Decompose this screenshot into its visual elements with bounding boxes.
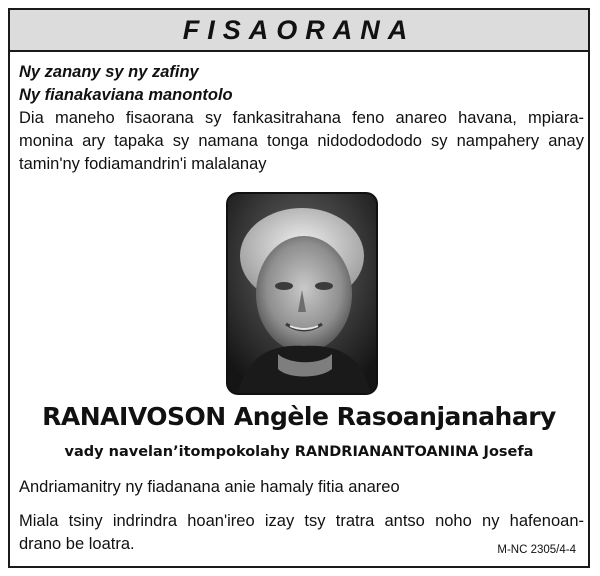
notice-frame <box>8 8 590 568</box>
apology-line-1: Miala tsiny indrindra hoan'ireo izay tsy tratra antso noho ny hafenoan- <box>19 512 584 530</box>
intro-line-family: Ny zanany sy ny zafiny <box>19 63 199 81</box>
thanks-line-1: Dia maneho fisaorana sy fankasitrahana feno anareo havana, mpiara- <box>19 109 584 127</box>
intro-line-relatives: Ny fianakaviana manontolo <box>19 86 233 104</box>
thanks-line-2: monina ary tapaka sy namana tonga nidododododo sy nampahery anay <box>19 132 584 150</box>
reference-code: M-NC 2305/4-4 <box>497 544 576 556</box>
notice-title: FISAORANA <box>182 15 416 45</box>
thanks-line-3: tamin'ny fodiamandrin'i malalanay <box>19 155 267 173</box>
portrait-photo <box>226 192 378 395</box>
spouse-line: vady navelan’itompokolahy RANDRIANANTOANINA Josefa <box>64 444 534 460</box>
apology-line-2: drano be loatra. <box>19 535 135 553</box>
deceased-name: RANAIVOSON Angèle Rasoanjanahary <box>42 402 556 431</box>
thanks-paragraph <box>19 107 584 176</box>
intro-section <box>19 61 584 176</box>
portrait-image <box>228 194 376 393</box>
blessing-line: Andriamanitry ny fiadanana anie hamaly fitia anareo <box>19 478 400 496</box>
header-banner <box>10 10 588 52</box>
